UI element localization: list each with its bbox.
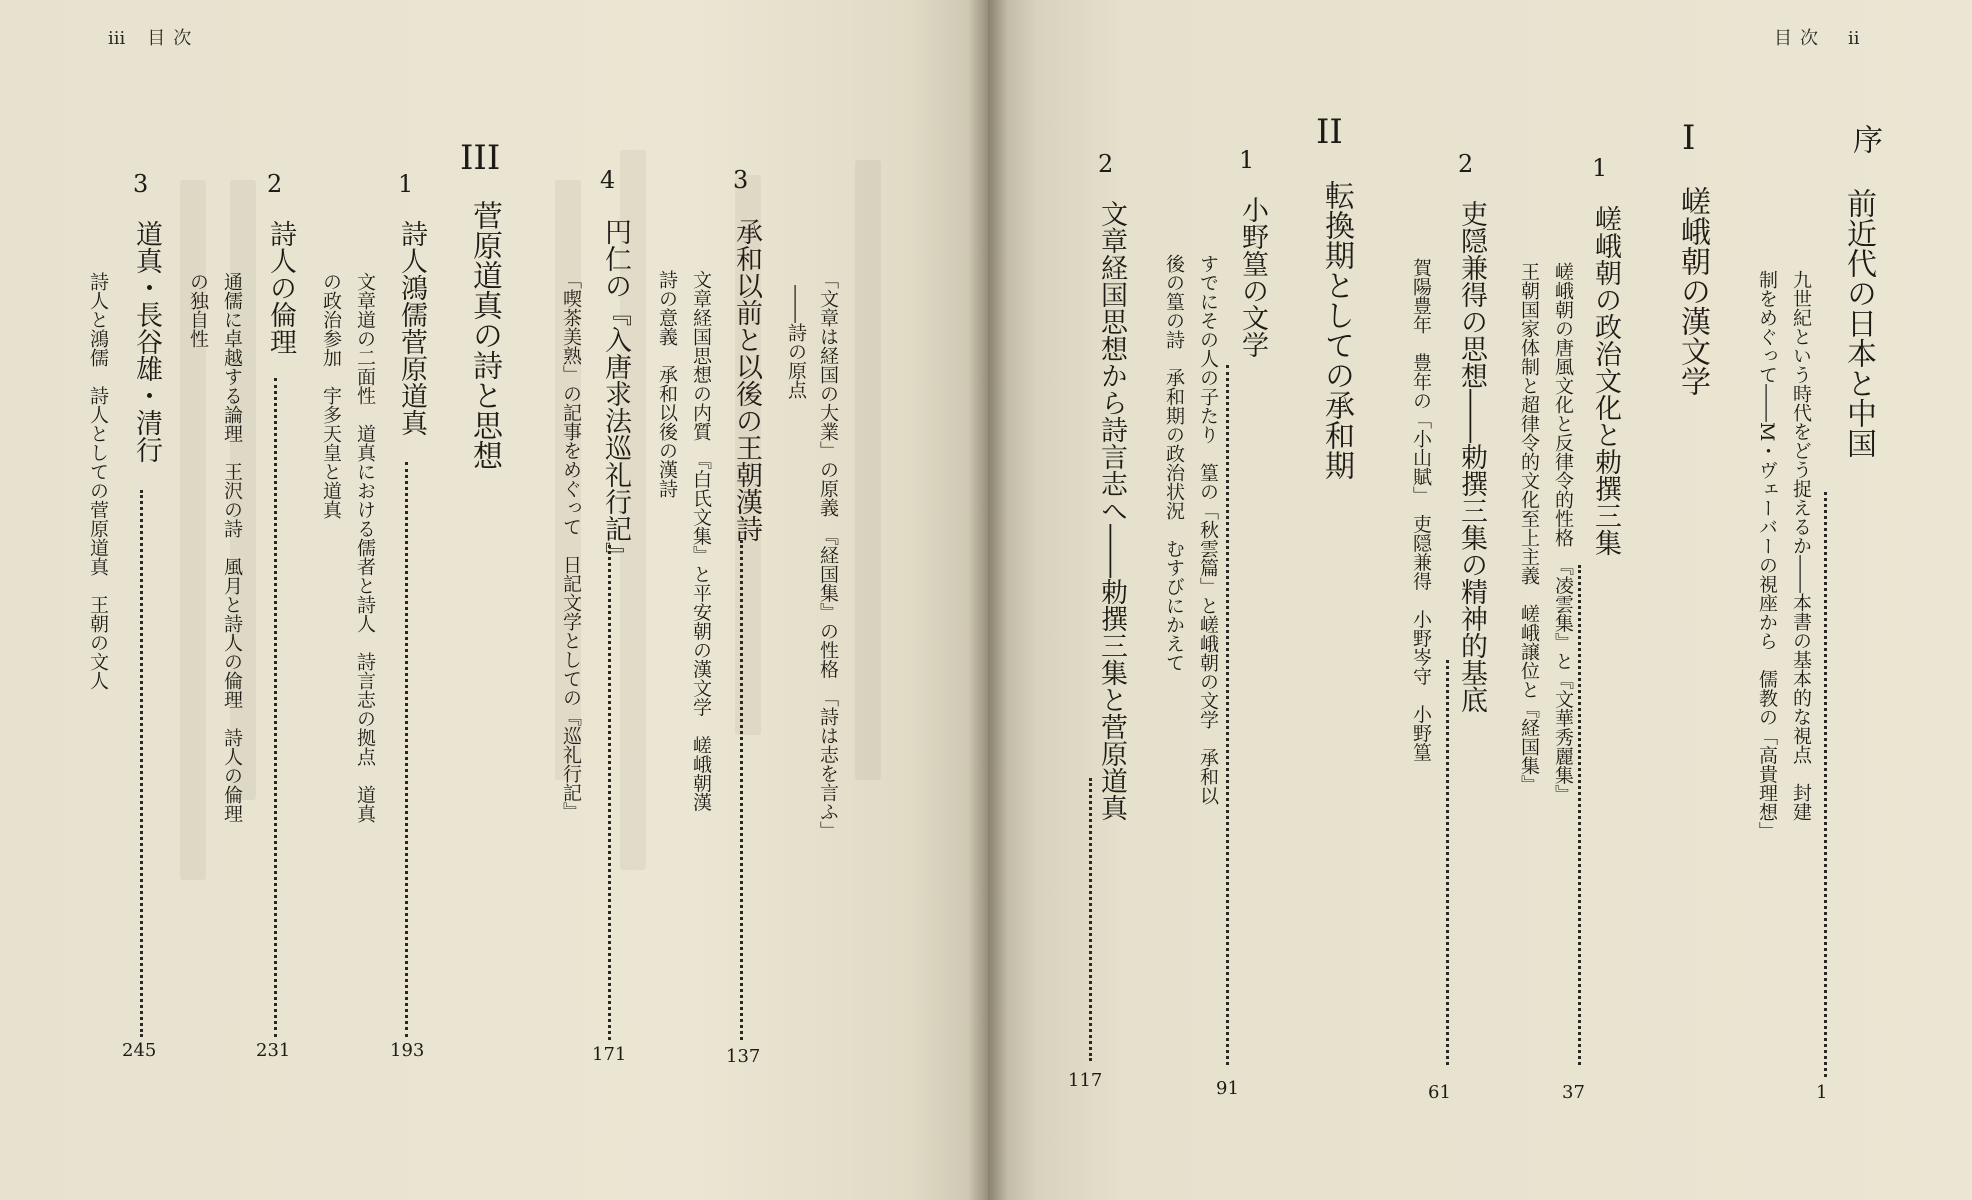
part-title[interactable]: 嵯峨朝の漢文学	[1675, 186, 1710, 396]
running-header	[1774, 24, 1860, 50]
preface-label: 序	[1847, 124, 1882, 154]
page-number: 37	[1562, 1082, 1585, 1103]
chapter-title[interactable]: 詩人の倫理	[265, 220, 296, 355]
page-number: 61	[1428, 1082, 1451, 1103]
leader-dots	[1089, 778, 1092, 1061]
chapter-number: 3	[133, 170, 149, 198]
page-number: 231	[256, 1040, 291, 1061]
leader-dots	[740, 540, 743, 1040]
leader-dots	[1578, 565, 1581, 1065]
part-title[interactable]: 転換期としての承和期	[1319, 180, 1354, 480]
chapter-number: 1	[1239, 146, 1255, 174]
leader-dots	[405, 462, 408, 1037]
book-gutter	[968, 0, 1008, 1200]
part-title[interactable]: 菅原道真の詩と思想	[467, 200, 502, 470]
toc-subentry: の政治参加 宇多天皇と道真	[320, 272, 342, 519]
part-numeral: I	[1682, 118, 1696, 158]
header-title: 目次	[147, 28, 200, 49]
toc-subentry: 王朝国家体制と超律令的文化至上主義 嵯峨譲位と『経国集』	[1518, 262, 1540, 794]
page-number: 137	[726, 1046, 761, 1067]
chapter-title[interactable]: 小野篁の文学	[1237, 196, 1268, 358]
toc-subentry: 九世紀という時代をどう捉えるか――本書の基本的な視点 封建	[1790, 270, 1812, 821]
right-page	[988, 0, 1972, 1200]
header-page-number: iii	[108, 28, 126, 49]
toc-subentry: 後の篁の詩 承和期の政治状況 むすびにかえて	[1163, 254, 1185, 672]
leader-dots	[274, 378, 277, 1037]
toc-subentry: 嵯峨朝の唐風文化と反律令的性格 『凌雲集』と『文華秀麗集』	[1552, 262, 1574, 804]
leader-dots	[1446, 660, 1449, 1065]
leader-dots	[140, 490, 143, 1037]
chapter-number: 1	[398, 170, 414, 198]
chapter-number: 2	[267, 170, 283, 198]
chapter-title[interactable]: 詩人鴻儒菅原道真	[396, 220, 427, 436]
page-number: 245	[122, 1040, 157, 1061]
chapter-number: 3	[733, 166, 749, 194]
toc-subentry: の独自性	[187, 272, 209, 348]
toc-subentry: 文章経国思想の内質 『白氏文集』と平安朝の漢文学 嵯峨朝漢	[690, 270, 712, 812]
header-title: 目次	[1774, 28, 1826, 49]
part-numeral: III	[460, 138, 501, 178]
toc-subentry: ――詩の原点	[785, 285, 807, 399]
page-number: 1	[1816, 1082, 1828, 1103]
page-number: 193	[390, 1040, 425, 1061]
part-numeral: II	[1316, 112, 1343, 152]
chapter-title[interactable]: 道真・長谷雄・清行	[131, 220, 162, 463]
show-through-column	[855, 160, 881, 780]
toc-subentry: 詩の意義 承和以後の漢詩	[656, 270, 678, 498]
toc-subentry: すでにその人の子たり 篁の「秋雲篇」と嵯峨朝の文学 承和以	[1197, 254, 1219, 805]
page-number: 117	[1068, 1070, 1103, 1091]
chapter-title[interactable]: 文章経国思想から詩言志へ――勅撰三集と菅原道真	[1096, 200, 1127, 821]
chapter-number: 2	[1098, 150, 1114, 178]
chapter-number: 4	[600, 166, 616, 194]
running-header	[108, 24, 199, 50]
chapter-title[interactable]: 円仁の『入唐求法巡礼行記』	[600, 218, 631, 569]
toc-subentry: 「喫茶美熟」の記事をめぐって 日記文学としての『巡礼行記』	[560, 270, 582, 821]
chapter-title[interactable]: 吏隠兼得の思想――勅撰三集の精神的基底	[1456, 200, 1487, 713]
toc-subentry: 通儒に卓越する論理 王沢の詩 風月と詩人の倫理 詩人の倫理	[221, 272, 243, 823]
page-number: 91	[1216, 1078, 1239, 1099]
chapter-title[interactable]: 承和以前と以後の王朝漢詩	[731, 218, 762, 542]
page-number: 171	[592, 1044, 627, 1065]
toc-subentry: 「文章は経国の大業」の原義 『経国集』の性格 「詩は志を言ふ」	[817, 270, 839, 840]
chapter-number: 1	[1592, 154, 1608, 182]
leader-dots	[1824, 492, 1827, 1077]
toc-subentry: 賀陽豊年 豊年の「小山賦」 吏隠兼得 小野岑守 小野篁	[1410, 258, 1432, 762]
chapter-number: 2	[1458, 150, 1474, 178]
chapter-title[interactable]: 嵯峨朝の政治文化と勅撰三集	[1590, 205, 1621, 556]
header-page-number: ii	[1848, 28, 1860, 49]
leader-dots	[1226, 365, 1229, 1065]
leader-dots	[608, 545, 611, 1040]
toc-subentry: 制をめぐって――M・ヴェーバーの視座から 儒教の「高貴理想」	[1756, 270, 1778, 841]
toc-subentry: 文章道の二面性 道真における儒者と詩人 詩言志の拠点 道真	[354, 272, 376, 823]
toc-subentry: 詩人と鴻儒 詩人としての菅原道真 王朝の文人	[87, 272, 109, 690]
preface-title[interactable]: 前近代の日本と中国	[1841, 188, 1876, 458]
